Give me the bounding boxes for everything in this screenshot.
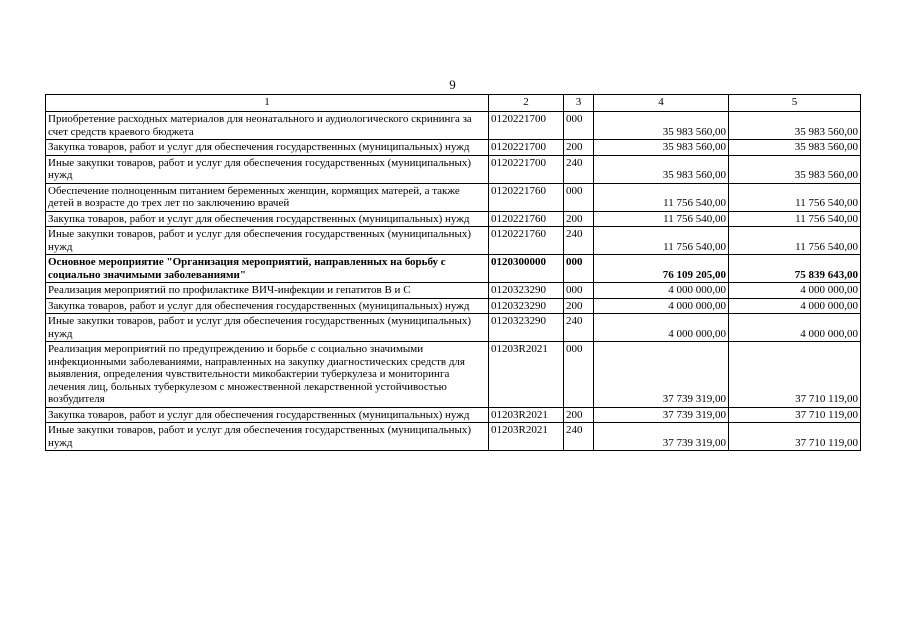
row-type-cell: 200 [564, 211, 594, 227]
row-type-cell: 200 [564, 140, 594, 156]
header-cell-1: 1 [46, 95, 489, 112]
row-sum-2022-cell: 37 710 119,00 [729, 342, 861, 408]
row-name-cell: Иные закупки товаров, работ и услуг для обеспечения государственных (муниципальных) нужд [46, 155, 489, 183]
row-sum-2022-cell: 37 710 119,00 [729, 407, 861, 423]
row-code-cell: 0120221700 [489, 112, 564, 140]
row-type-cell: 000 [564, 283, 594, 299]
row-type-cell: 200 [564, 298, 594, 314]
row-name-cell: Реализация мероприятий по профилактике ВИЧ-инфекции и гепатитов В и С [46, 283, 489, 299]
row-sum-2022-cell: 4 000 000,00 [729, 314, 861, 342]
row-name-cell: Обеспечение полноценным питанием беременных женщин, кормящих матерей, а также детей в возрасте до трех лет по заключению врачей [46, 183, 489, 211]
row-sum-2021-cell: 11 756 540,00 [594, 211, 729, 227]
row-name-cell: Закупка товаров, работ и услуг для обеспечения государственных (муниципальных) нужд [46, 298, 489, 314]
row-sum-2021-cell: 4 000 000,00 [594, 298, 729, 314]
row-sum-2021-cell: 35 983 560,00 [594, 140, 729, 156]
row-sum-2022-cell: 35 983 560,00 [729, 155, 861, 183]
row-sum-2022-cell: 75 839 643,00 [729, 255, 861, 283]
table-row [46, 112, 861, 140]
table-row [46, 314, 861, 342]
table-header-row [46, 95, 861, 112]
row-sum-2022-cell: 4 000 000,00 [729, 298, 861, 314]
row-sum-2022-cell: 35 983 560,00 [729, 112, 861, 140]
row-sum-2021-cell: 4 000 000,00 [594, 283, 729, 299]
row-code-cell: 0120221700 [489, 155, 564, 183]
row-sum-2021-cell: 76 109 205,00 [594, 255, 729, 283]
row-type-cell: 000 [564, 183, 594, 211]
row-sum-2021-cell: 11 756 540,00 [594, 183, 729, 211]
table-row [46, 227, 861, 255]
table-row [46, 298, 861, 314]
row-sum-2022-cell: 11 756 540,00 [729, 211, 861, 227]
row-sum-2021-cell: 4 000 000,00 [594, 314, 729, 342]
row-type-cell: 240 [564, 227, 594, 255]
row-code-cell: 0120221760 [489, 227, 564, 255]
row-code-cell: 0120221700 [489, 140, 564, 156]
table-row [46, 407, 861, 423]
table-row [46, 255, 861, 283]
row-type-cell: 000 [564, 112, 594, 140]
row-sum-2022-cell: 11 756 540,00 [729, 227, 861, 255]
row-code-cell: 0120323290 [489, 314, 564, 342]
row-sum-2022-cell: 4 000 000,00 [729, 283, 861, 299]
row-type-cell: 240 [564, 155, 594, 183]
row-name-cell: Закупка товаров, работ и услуг для обеспечения государственных (муниципальных) нужд [46, 211, 489, 227]
row-type-cell: 000 [564, 342, 594, 408]
row-sum-2022-cell: 11 756 540,00 [729, 183, 861, 211]
row-type-cell: 240 [564, 423, 594, 451]
page-number: 9 [449, 77, 456, 92]
row-sum-2021-cell: 37 739 319,00 [594, 342, 729, 408]
row-sum-2021-cell: 35 983 560,00 [594, 155, 729, 183]
row-name-cell: Закупка товаров, работ и услуг для обеспечения государственных (муниципальных) нужд [46, 140, 489, 156]
header-cell-5: 5 [729, 95, 861, 112]
row-type-cell: 000 [564, 255, 594, 283]
budget-table [45, 94, 861, 451]
row-name-cell: Реализация мероприятий по предупреждению и борьбе с социально значимыми инфекционными заболеваниями, направленных на закупку диагностических средств для выявления, определения чувствительности микобактерии туберкулеза и мониторинга лечения лиц, больных туберкулезом с множественной лекарственной устойчивостью возбудителя [46, 342, 489, 408]
row-name-cell: Иные закупки товаров, работ и услуг для обеспечения государственных (муниципальных) нужд [46, 423, 489, 451]
row-code-cell: 01203R2021 [489, 423, 564, 451]
table-row [46, 140, 861, 156]
row-name-cell: Иные закупки товаров, работ и услуг для обеспечения государственных (муниципальных) нужд [46, 314, 489, 342]
row-sum-2022-cell: 35 983 560,00 [729, 140, 861, 156]
row-code-cell: 01203R2021 [489, 342, 564, 408]
header-cell-3: 3 [564, 95, 594, 112]
row-code-cell: 01203R2021 [489, 407, 564, 423]
header-cell-2: 2 [489, 95, 564, 112]
row-type-cell: 200 [564, 407, 594, 423]
row-code-cell: 0120221760 [489, 183, 564, 211]
row-name-cell: Основное мероприятие "Организация мероприятий, направленных на борьбу с социально значимыми заболеваниями" [46, 255, 489, 283]
row-sum-2021-cell: 37 739 319,00 [594, 423, 729, 451]
row-name-cell: Закупка товаров, работ и услуг для обеспечения государственных (муниципальных) нужд [46, 407, 489, 423]
table-row [46, 283, 861, 299]
header-cell-4: 4 [594, 95, 729, 112]
row-sum-2021-cell: 11 756 540,00 [594, 227, 729, 255]
table-row [46, 183, 861, 211]
table-row [46, 423, 861, 451]
row-name-cell: Приобретение расходных материалов для неонатального и аудиологического скрининга за счет средств краевого бюджета [46, 112, 489, 140]
row-type-cell: 240 [564, 314, 594, 342]
row-code-cell: 0120221760 [489, 211, 564, 227]
table-row [46, 155, 861, 183]
table-row [46, 342, 861, 408]
table-row [46, 211, 861, 227]
row-code-cell: 0120323290 [489, 298, 564, 314]
row-code-cell: 0120323290 [489, 283, 564, 299]
row-name-cell: Иные закупки товаров, работ и услуг для обеспечения государственных (муниципальных) нужд [46, 227, 489, 255]
row-sum-2021-cell: 35 983 560,00 [594, 112, 729, 140]
row-sum-2021-cell: 37 739 319,00 [594, 407, 729, 423]
row-code-cell: 0120300000 [489, 255, 564, 283]
row-sum-2022-cell: 37 710 119,00 [729, 423, 861, 451]
